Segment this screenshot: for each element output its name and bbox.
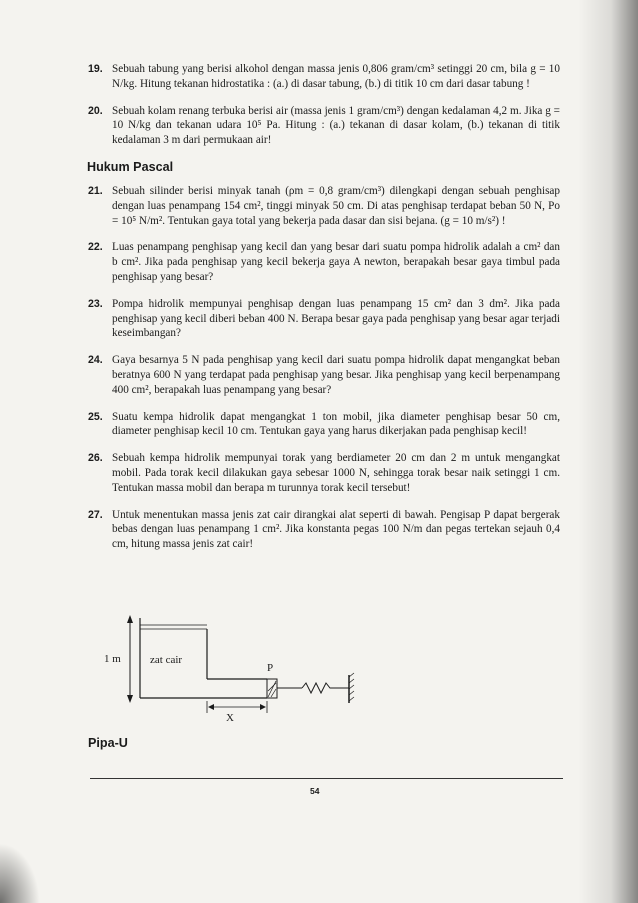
height-label: 1 m bbox=[104, 653, 121, 665]
problem-number: 20. bbox=[88, 104, 103, 117]
arrow-left-icon bbox=[208, 704, 214, 710]
problem-24 bbox=[90, 353, 560, 397]
footer-divider bbox=[90, 778, 563, 779]
problem-text: Sebuah kolam renang terbuka berisi air (massa jenis 1 gram/cm³) dengan kedalaman 4,2 m. Jika g = 10 N/kg dan tekanan udara 10⁵ Pa. Hitung : (a.) tekanan di dasar kolam, (b.) tekanan di titik kedalaman 3 m dari permukaan air! bbox=[112, 104, 560, 147]
section-title-pipa-u: Pipa-U bbox=[88, 736, 128, 750]
problem-text: Suatu kempa hidrolik dapat mengangkat 1 ton mobil, jika diameter penghisap besar 50 cm, diameter penghisap kecil 10 cm. Tentukan gaya yang harus dikerjakan pada penghisap kecil! bbox=[112, 410, 560, 438]
problem-22 bbox=[90, 240, 560, 284]
problem-text: Luas penampang penghisap yang kecil dan yang besar dari suatu pompa hidrolik adalah a cm² dan b cm². Jika pada penghisap yang kecil bekerja gaya A newton, berapakah besar gaya timbul pada penghisap yang besar? bbox=[112, 241, 560, 283]
problem-number: 24. bbox=[88, 354, 103, 367]
problem-25 bbox=[90, 410, 560, 440]
arrow-right-icon bbox=[260, 704, 266, 710]
problem-27 bbox=[90, 508, 560, 552]
distance-label: X bbox=[226, 712, 234, 723]
problem-number: 19. bbox=[88, 63, 103, 75]
problem-text: Sebuah tabung yang berisi alkohol dengan massa jenis 0,806 gram/cm³ setinggi 20 cm, bila g = 10 N/kg. Hitung tekanan hidrostatika : (a.) di dasar tabung, (b.) di titik 10 cm dari dasar tabung ! bbox=[112, 63, 560, 90]
page-content bbox=[87, 62, 560, 564]
liquid-label: zat cair bbox=[150, 654, 183, 666]
problem-number: 27. bbox=[88, 508, 103, 521]
problem-text: Sebuah kempa hidrolik mempunyai torak yang berdiameter 20 cm dan 2 m untuk mengangkat mobil. Pada torak kecil dilakukan gaya sebesar 1000 N, sehingga torak besar naik setinggi 1 cm. Tentukan massa mobil dan berapa m turunnya torak kecil tersebut! bbox=[112, 452, 560, 494]
page-number: 54 bbox=[310, 786, 320, 796]
problem-number: 23. bbox=[88, 297, 103, 310]
problem-21 bbox=[90, 184, 560, 228]
problem-number: 21. bbox=[88, 184, 103, 197]
problem-26 bbox=[90, 451, 560, 495]
section-title-hukum-pascal: Hukum Pascal bbox=[87, 159, 174, 174]
problem-23 bbox=[90, 297, 560, 341]
spring-icon bbox=[302, 683, 340, 693]
problem-number: 25. bbox=[88, 410, 103, 423]
binding-shadow bbox=[578, 0, 638, 903]
problem-20 bbox=[90, 104, 560, 148]
arrow-up-icon bbox=[127, 615, 133, 623]
problem-text: Pompa hidrolik mempunyai penghisap dengan luas penampang 15 cm² dan 3 dm². Jika pada penghisap yang kecil diberi beban 400 N. Berapa besar gaya pada penghisap yang besar agar terjadi keseimbangan? bbox=[112, 297, 560, 340]
problem-text: Gaya besarnya 5 N pada penghisap yang kecil dari suatu pompa hidrolik dapat mengangkat beban beratnya 600 N yang terdapat pada penghisap yang besar. Jika penghisap yang kecil berpenampang 400 cm², berapakah luas penampang yang besar? bbox=[112, 354, 560, 396]
hydraulic-spring-figure bbox=[102, 613, 382, 723]
corner-shadow bbox=[0, 843, 40, 903]
problem-text: Sebuah silinder berisi minyak tanah (ρm = 0,8 gram/cm³) dilengkapi dengan sebuah penghisap dengan luas penampang 154 cm², tinggi minyak 50 cm. Di atas penghisap terdapat beban 50 N, Po = 10⁵ N/m². Tentukan gaya total yang bekerja pada dasar dan sisi bejana. (g = 10 m/s²) ! bbox=[112, 184, 560, 227]
problem-number: 26. bbox=[88, 452, 103, 465]
problem-number: 22. bbox=[88, 241, 103, 254]
arrow-down-icon bbox=[127, 695, 133, 703]
piston-label: P bbox=[267, 662, 274, 674]
problem-text: Untuk menentukan massa jenis zat cair dirangkai alat seperti di bawah. Pengisap P dapat bergerak bebas dengan luas penampang 1 cm². Jika konstanta pegas 100 N/m dan pegas tertekan sejauh 0,4 cm, hitung massa jenis zat cair! bbox=[112, 508, 560, 551]
problem-19 bbox=[90, 62, 560, 92]
